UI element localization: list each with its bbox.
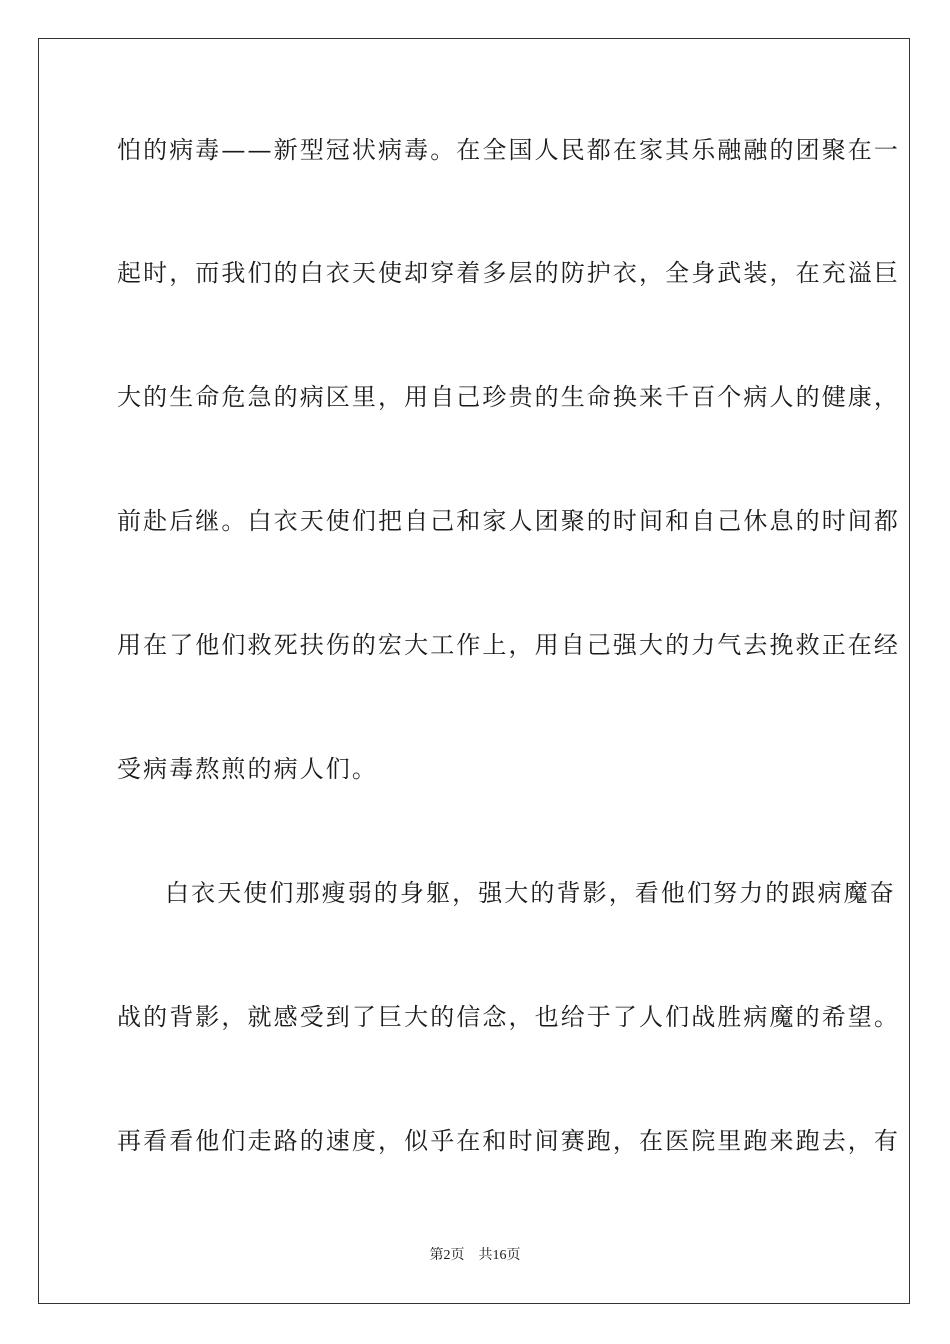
text-line-5: 用在了他们救死扶伤的宏大工作上，用自己强大的力气去挽救正在经	[117, 631, 900, 659]
page-footer	[0, 1247, 950, 1265]
page-frame	[38, 38, 910, 1304]
text-line-7: 白衣天使们那瘦弱的身躯，强大的背影，看他们努力的跟病魔奋	[165, 879, 896, 907]
text-line-9: 再看看他们走路的速度，似乎在和时间赛跑，在医院里跑来跑去，有	[117, 1127, 900, 1155]
text-line-1: 怕的病毒——新型冠状病毒。在全国人民都在家其乐融融的团聚在一	[117, 136, 900, 164]
text-line-6: 受病毒熬煎的病人们。	[117, 755, 378, 783]
page-number: 第2页	[429, 1248, 465, 1263]
text-line-3: 大的生命危急的病区里，用自己珍贵的生命换来千百个病人的健康，	[117, 383, 900, 411]
text-line-2: 起时，而我们的白衣天使却穿着多层的防护衣，全身武装，在充溢巨	[117, 259, 900, 287]
page-total: 共16页	[478, 1248, 521, 1263]
text-line-8: 战的背影，就感受到了巨大的信念，也给于了人们战胜病魔的希望。	[117, 1003, 900, 1031]
text-line-4: 前赴后继。白衣天使们把自己和家人团聚的时间和自己休息的时间都	[117, 507, 900, 535]
